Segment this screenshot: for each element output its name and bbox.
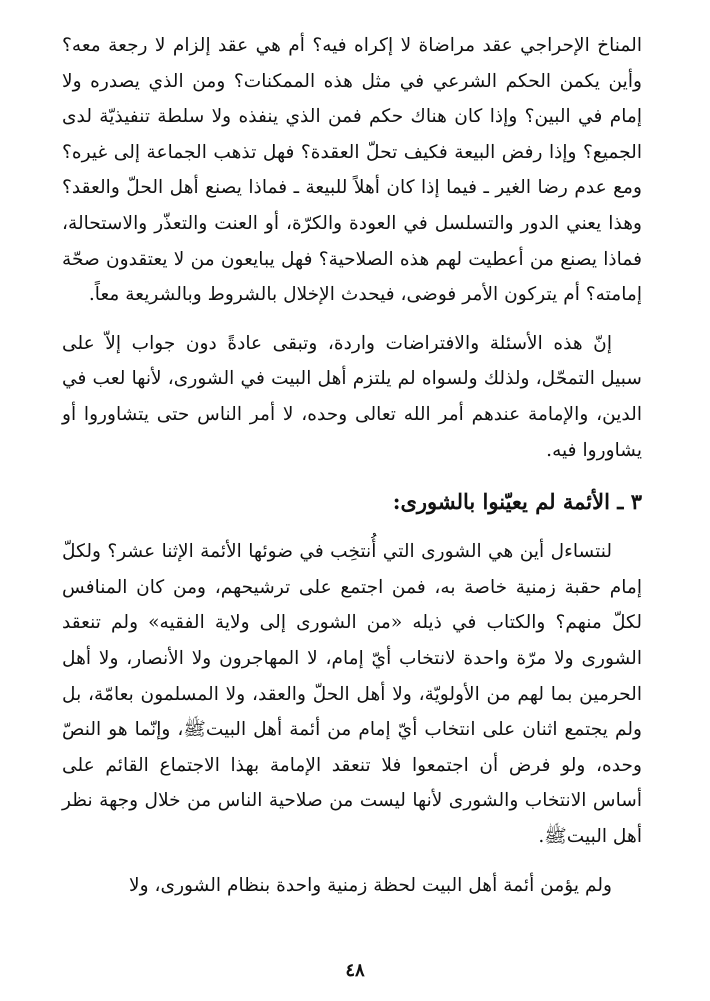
- page-number: ٤٨: [345, 960, 365, 981]
- paragraph-final: ولم يؤمن أئمة أهل البيت لحظة زمنية واحدة بنظام الشورى، ولا: [129, 875, 612, 897]
- paragraph-questions: إنّ هذه الأسئلة والافتراضات واردة، وتبقى عادةً دون جواب إلاّ على سبيل التمحّل، ولذلك ولسواه لم يلتزم أهل البيت في الشورى، لأنها لعب في الدين، والإمامة عندهم أمر الله تعالى وحده، لا أمر الناس حتى يتشاوروا أو يشاوروا فيه.: [62, 332, 642, 461]
- section-heading: ٣ ـ الأئمة لم يعيّنوا بالشورى:: [392, 489, 642, 515]
- paragraph-shura: لنتساءل أين هي الشورى التي أُنتخِب في ضوئها الأئمة الإثنا عشر؟ ولكلّ إمام حقبة زمنية خاصة به، فمن اجتمع على ترشيحهم، ومن كان المنافس لكلّ منهم؟ والكتاب في ذيله «من الشورى إلى ولاية الفقيه» ولم تنعقد الشورى ولا مرّة واحدة لانتخاب أيّ إمام، لا المهاجرون ولا الأنصار، ولا أهل الحرمين بما لهم من الأولويّة، ولا أهل الحلّ والعقد، ولا المسلمون بعامّة، بل ولم يجتمع اثنان على انتخاب أيّ إمام من أئمة أهل البيتﷺ، وإنّما هو النصّ وحده، ولو فرض أن اجتمعوا فلا تنعقد الإمامة بهذا الاجتماع القائم على أساس الانتخاب والشورى لأنها ليست من صلاحية الناس من خلال وجهة نظر أهل البيتﷺ.: [62, 541, 642, 847]
- paragraph-continuation: المناخ الإحراجي عقد مراضاة لا إكراه فيه؟ أم هي عقد إلزام لا رجعة معه؟ وأين يكمن الحكم الشرعي في مثل هذه الممكنات؟ ومن الذي يصدره ولا إمام في البين؟ وإذا كان هناك حكم فمن الذي ينفذه ولا سلطة تنفيذيّة لدى الجميع؟ وإذا رفض البيعة فكيف تحلّ العقدة؟ فهل تذهب الجماعة إلى غيره؟ ومع عدم رضا الغير ـ فيما إذا كان أهلاً للبيعة ـ فماذا يصنع أهل الحلّ والعقد؟ وهذا يعني الدور والتسلسل في العودة والكرّة، أو العنت والتعذّر والاستحالة، فماذا يصنع من أعطيت لهم هذه الصلاحية؟ فهل يبايعون من لا يعتقدون صحّة إمامته؟ أم يتركون الأمر فوضى، فيحدث الإخلال بالشروط وبالشريعة معاً.: [62, 35, 642, 306]
- page-body: [62, 28, 642, 904]
